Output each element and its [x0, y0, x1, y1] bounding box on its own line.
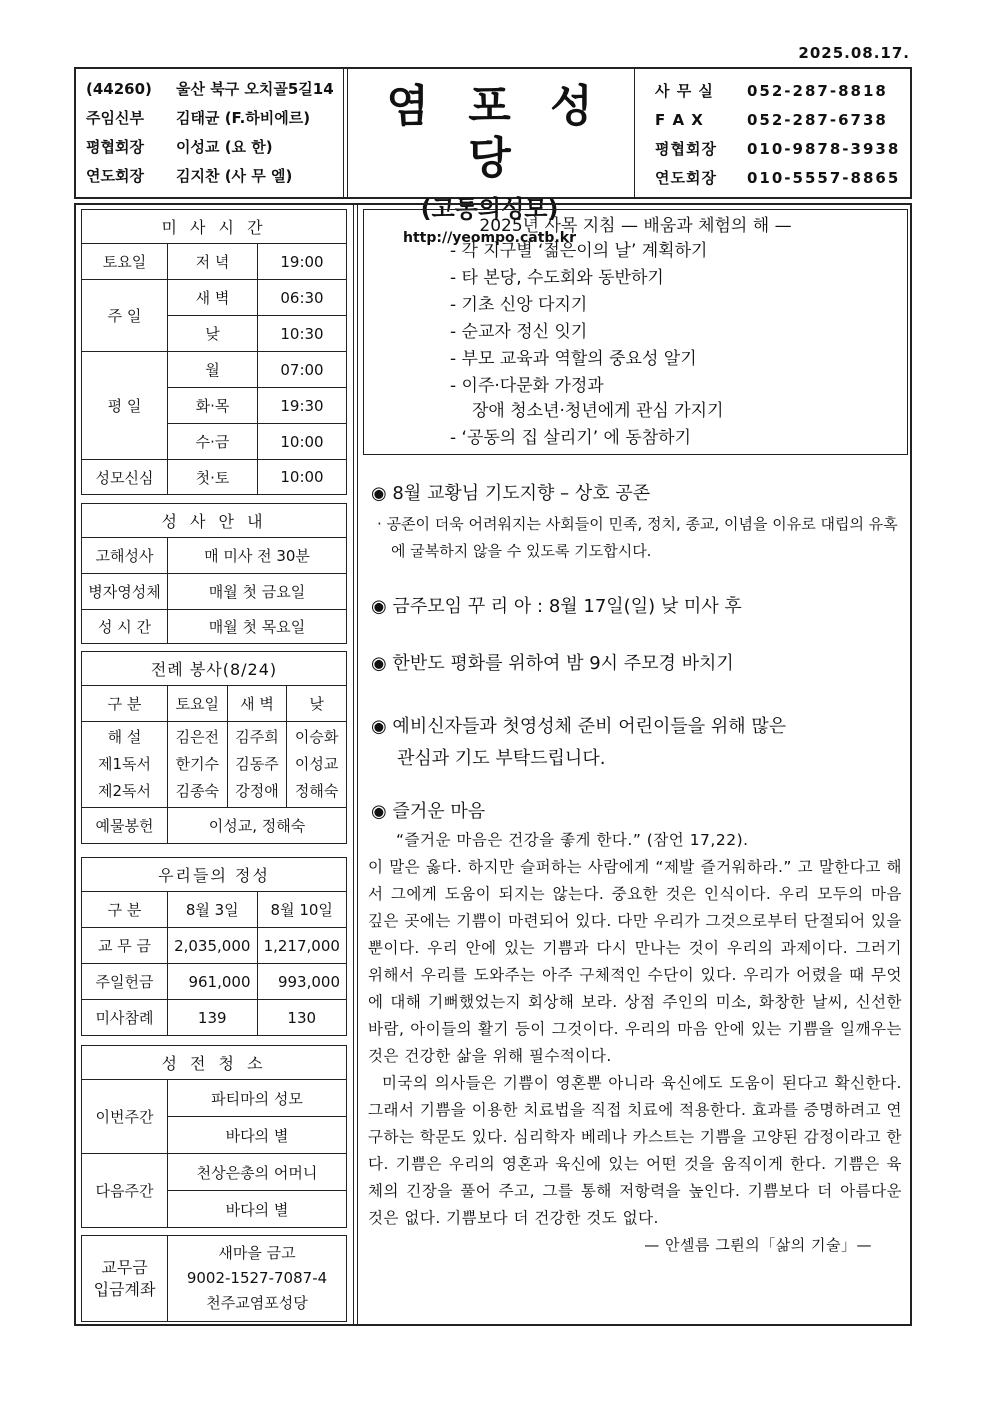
contact-info [631, 69, 910, 197]
info-row: 연도회장 김지찬 (사 무 엘) [86, 167, 293, 185]
liturgy-table: 전례 봉사(8/24) 구 분 토요일 새 벽 낮 해 설 제1독서 제2독서 김은전 한기수 김종숙 김주희 김동주 강정애 이승화 이성교 정해숙 예물봉헌 이성교, 정해숙 [81, 651, 347, 844]
essay-text [368, 827, 902, 1259]
church-subtitle: (고통의성모) [420, 195, 559, 223]
essay-paragraph: 이 말은 옳다. 하지만 슬퍼하는 사람에게 “제발 즐거워하라.” 고 말한다고 해서 그에게 도움이 되지는 않는다. 중요한 것은 인식이다. 우리 모두의 마음 깊은 곳에는 기쁨이 마련되어 있다. 다만 우리가 그것으로부터 단절되어 있을 뿐이다. 우리 안에 있는 기쁨과 다시 만나는 것이 우리의 과제이다. 그러기 위해서 우리를 도와주는 아주 구체적인 수단이 있다. 우리가 어렸을 때 무엇에 대해 기뻐했었는지 회상해 보라. 상점 주인의 미소, 화창한 날씨, 신선한 바람, 아이들의 활기 등이 그것이다. 우리의 마음 안에 있는 기쁨을 일깨우는 것은 건강한 삶을 위해 필수적이다. [368, 858, 902, 1065]
column-divider [353, 205, 358, 1324]
finance-title: 우리들의 정성 [82, 858, 347, 892]
liturgy-box [81, 651, 347, 844]
cleaning-box [81, 1045, 347, 1228]
notices-column [363, 209, 908, 455]
list-item: - 부모 교육과 역할의 중요성 알기 [450, 349, 697, 369]
list-item: - 각 지구별 ‘젊은이의 날’ 계획하기 [450, 241, 708, 261]
notice-peace-prayer: ◉ 한반도 평화를 위하여 밤 9시 주모경 바치기 [371, 653, 734, 674]
church-info [76, 69, 348, 197]
cleaning-title: 성 전 청 소 [82, 1046, 347, 1080]
pastoral-guide-list [364, 238, 907, 452]
bulletin-body [74, 203, 912, 1326]
contact-row: 사 무 실 052-287-8818 [655, 82, 888, 100]
mass-schedule-box [81, 209, 347, 495]
notice-joyful-heart: ◉ 즐거운 마음 [371, 801, 486, 822]
account-table: 교무금 입금계좌 새마을 금고 9002-1527-7087-4 천주교염포성당 [81, 1235, 347, 1322]
pastoral-guide-title: 2025년 사목 지침 — 배움과 체험의 해 — [479, 216, 792, 236]
finance-box [81, 857, 347, 1036]
list-item: - 기초 신앙 다지기 [450, 295, 588, 315]
contact-row: F A X 052-287-6738 [655, 111, 888, 129]
sacrament-table: 성 사 안 내 고해성사 매 미사 전 30분 병자영성체 매월 첫 금요일 성 시 간 매월 첫 목요일 [81, 503, 347, 644]
notice-catechumen: ◉ 예비신자들과 첫영성체 준비 어린이들을 위해 많은 관심과 기도 부탁드립니다. [371, 716, 787, 769]
liturgy-title: 전례 봉사(8/24) [82, 652, 347, 686]
church-url[interactable]: http://yeompo.catb.kr [403, 230, 576, 246]
church-title: 염 포 성 당 [386, 81, 605, 184]
sacrament-box [81, 503, 347, 644]
essay-paragraph: 미국의 의사들은 기쁨이 영혼뿐 아니라 육신에도 도움이 된다고 확신한다. 그래서 기쁨을 이용한 치료법을 직접 치료에 적용한다. 효과를 증명하려고 연구하는 학문도 있다. 심리학자 베레나 카스트는 기쁨을 고양된 감정이라고 한다. 기쁨은 우리의 영혼과 육신에 있는 어떤 것을 움직이게 한다. 기쁨은 육체의 긴장을 풀어 주고, 그를 통해 저항력을 높인다. 기쁨보다 더 아름다운 것은 없다. 기쁨보다 더 건강한 것도 없다. [368, 1074, 902, 1227]
mass-schedule-table: 미 사 시 간 토요일 저 녁 19:00 주 일 새 벽 06:30 낮 10:30 평 일 월 07:00 화·목 19:30 수·금 10:00 성모신심 첫·토 10:00 [81, 209, 347, 495]
contact-row: 연도회장 010-5557-8865 [655, 169, 901, 187]
account-number: 9002-1527-7087-4 [186, 1269, 328, 1287]
notice-meeting: ◉ 금주모임 꾸 리 아 : 8월 17일(일) 낮 미사 후 [371, 596, 742, 617]
cleaning-table: 성 전 청 소 이번주간 파티마의 성모 바다의 별 다음주간 천상은총의 어머니 바다의 별 [81, 1045, 347, 1228]
pastoral-guide-box [363, 209, 908, 455]
sacrament-title: 성 사 안 내 [82, 504, 347, 538]
info-row: 평협회장 이성교 (요 한) [86, 138, 273, 156]
mass-schedule-title: 미 사 시 간 [82, 210, 347, 244]
essay-quote: “즐거운 마음은 건강을 좋게 한다.” (잠언 17,22). [396, 831, 749, 849]
list-item: - 순교자 정신 잇기 [450, 322, 588, 342]
list-item: - ‘공동의 집 살리기’ 에 동참하기 [450, 428, 692, 448]
notice-prayer-intention: ◉ 8월 교황님 기도지향 – 상호 공존 · 공존이 더욱 어려워지는 사회들이 민족, 정치, 종교, 이념을 이유로 대립의 유혹에 굴복하지 않을 수 있도록 기도합시다. [371, 483, 898, 560]
info-row: (44260) 울산 북구 오치골5길14 [86, 80, 334, 98]
list-item: - 이주·다문화 가정과 [450, 376, 604, 396]
list-item: 장애 청소년·청년에게 관심 가지기 [472, 401, 724, 421]
contact-row: 평협회장 010-9878-3938 [655, 140, 901, 158]
church-title-block [348, 69, 631, 246]
account-box [81, 1235, 347, 1322]
info-row: 주임신부 김태균 (F.하비에르) [86, 109, 311, 127]
issue-date: 2025.08.17. [798, 44, 910, 62]
essay-source: — 안셀름 그륀의「삶의 기술」— [644, 1236, 872, 1254]
list-item: - 타 본당, 수도회와 동반하기 [450, 268, 664, 288]
finance-table: 우리들의 정성 구 분 8월 3일 8월 10일 교 무 금 2,035,000 1,217,000 주일헌금 961,000 993,000 미사참례 139 130 [81, 857, 347, 1036]
